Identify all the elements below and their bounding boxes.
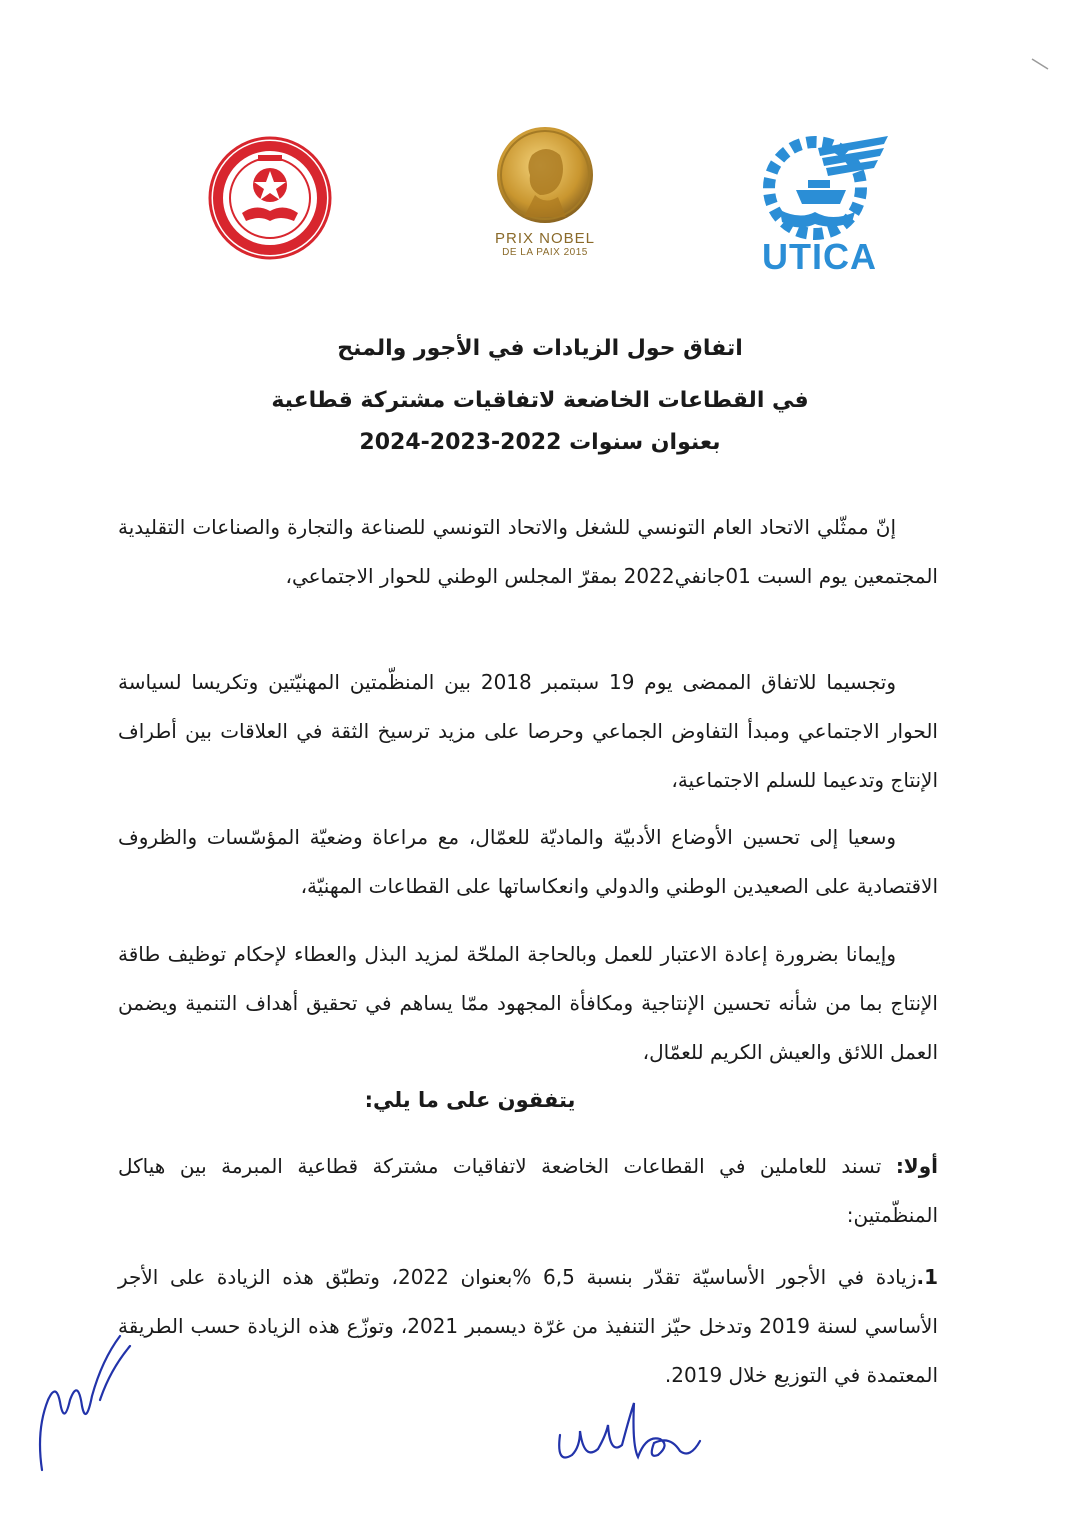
item-1-number: 1.	[916, 1265, 939, 1289]
agreement-heading: يتفقون على ما يلي:	[364, 1088, 576, 1112]
paragraph-3: وسعيا إلى تحسين الأوضاع الأدبيّة والماديّة للعمّال، مع مراعاة وضعيّة المؤسّسات والظروف الاقتصادية على الصعيدين الوطني والدولي وانعكاساتها على القطاعات المهنيّة،	[118, 825, 938, 898]
scan-mark	[1030, 55, 1060, 75]
clause-1-text: تسند للعاملين في القطاعات الخاضعة لاتفاقيات مشتركة قطاعية المبرمة بين هياكل المنظّمتين:	[118, 1154, 938, 1227]
clause-1	[118, 1142, 938, 1240]
nobel-caption-line2: DE LA PAIX 2015	[502, 247, 588, 258]
signature-left	[30, 1330, 140, 1480]
paragraph-1: إنّ ممثّلي الاتحاد العام التونسي للشغل والاتحاد التونسي للصناعة والتجارة والصناعات التقليدية المجتمعين يوم السبت 01جانفي2022 بمقرّ المجلس الوطني للحوار الاجتماعي،	[118, 515, 938, 588]
utica-wordmark: UTICA	[762, 236, 877, 277]
clause-1-item-1	[118, 1253, 938, 1400]
nobel-caption	[470, 230, 620, 258]
item-1-text: زيادة في الأجور الأساسيّة تقدّر بنسبة 6,5 %بعنوان 2022، وتطبّق هذه الزيادة على الأجر الأساسي لسنة 2019 وتدخل حيّز التنفيذ من غرّة ديسمبر 2021، وتوزّع هذه الزيادة حسب الطريقة المعتمدة في التوزيع خلال 2019.	[118, 1265, 938, 1387]
nobel-caption-line1: PRIX NOBEL	[494, 230, 596, 247]
paragraph-4: وإيمانا بضرورة إعادة الاعتبار للعمل وبالحاجة الملحّة لمزيد البذل والعطاء لإحكام توظيف طاقة الإنتاج بما من شأنه تحسين الإنتاجية ومكافأة المجهود ممّا يساهم في تحقيق أهداف التنمية ويضمن العمل اللائق والعيش الكريم للعمّال،	[118, 942, 938, 1064]
signature-right	[550, 1395, 720, 1475]
paragraph-2: وتجسيما للاتفاق الممضى يوم 19 سبتمبر 2018 بين المنظّمتين المهنيّتين وتكريسا لسياسة الحوار الاجتماعي ومبدأ التفاوض الجماعي وحرصا على مزيد ترسيخ الثقة في العلاقات بين أطراف الإنتاج وتدعيما للسلم الاجتماعية،	[118, 670, 938, 792]
title-line-2: في القطاعات الخاضعة لاتفاقيات مشتركة قطاعية	[271, 388, 809, 413]
clause-1-label: أولا:	[895, 1154, 938, 1178]
title-line-1: اتفاق حول الزيادات في الأجور والمنح	[337, 336, 743, 361]
ugtt-logo	[200, 135, 340, 265]
title-line-3: بعنوان سنوات 2022-2023-2024	[359, 430, 721, 455]
